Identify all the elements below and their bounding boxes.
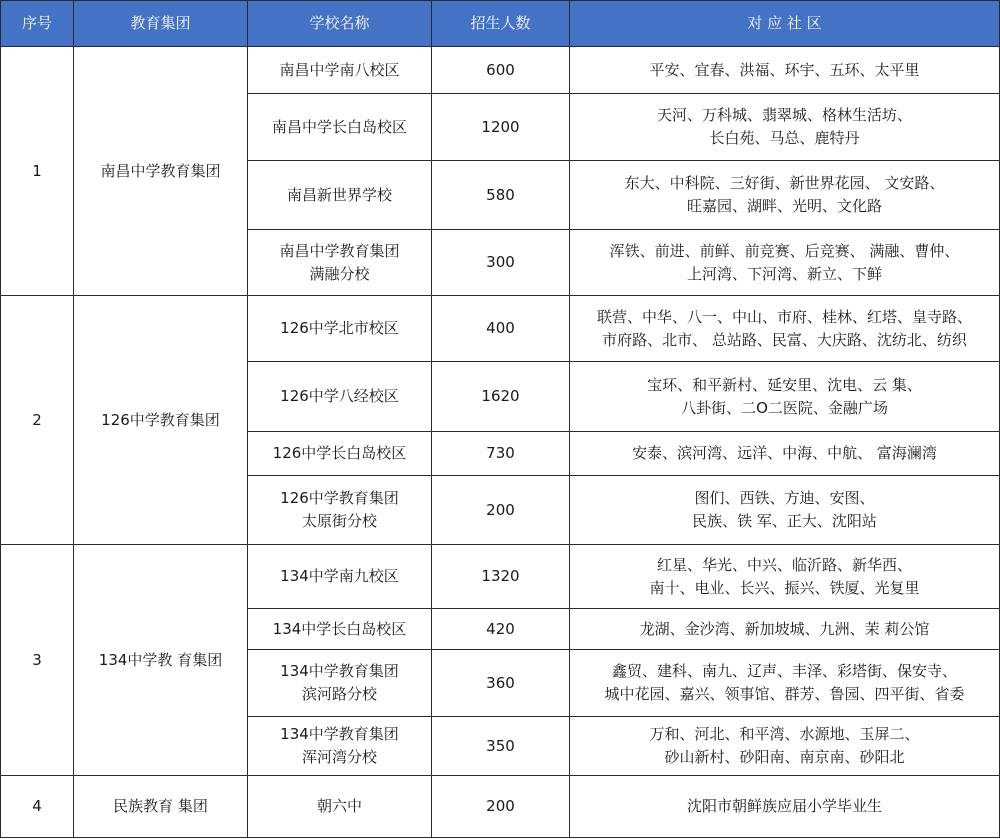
- group-name: 134中学教 育集团: [74, 545, 248, 776]
- enroll-count: 600: [432, 47, 570, 94]
- enroll-count: 420: [432, 609, 570, 650]
- header-communities: 对 应 社 区: [570, 1, 1000, 47]
- communities: 安泰、滨河湾、远洋、中海、中航、 富海澜湾: [570, 432, 1000, 476]
- group-index: 2: [1, 296, 74, 545]
- enroll-count: 1320: [432, 545, 570, 609]
- enroll-count: 300: [432, 230, 570, 296]
- group-index: 1: [1, 47, 74, 296]
- group-index: 3: [1, 545, 74, 776]
- table-row: [1, 296, 1000, 362]
- group-name: 南昌中学教育集团: [74, 47, 248, 296]
- table-body: [1, 47, 1000, 838]
- school-name: 126中学长白岛校区: [248, 432, 432, 476]
- enroll-count: 580: [432, 161, 570, 230]
- communities: 龙湖、金沙湾、新加坡城、九洲、茉 莉公馆: [570, 609, 1000, 650]
- communities: 红星、华光、中兴、临沂路、新华西、 南十、电业、长兴、振兴、铁厦、光复里: [570, 545, 1000, 609]
- header-row: [1, 1, 1000, 47]
- school-name: 134中学长白岛校区: [248, 609, 432, 650]
- communities: 浑铁、前进、前鲜、前竞赛、后竞赛、 满融、曹仲、 上河湾、下河湾、新立、下鲜: [570, 230, 1000, 296]
- group-name: 126中学教育集团: [74, 296, 248, 545]
- table-row: [1, 47, 1000, 94]
- enroll-count: 360: [432, 650, 570, 717]
- group-index: 4: [1, 776, 74, 838]
- enroll-count: 730: [432, 432, 570, 476]
- school-name: 南昌中学教育集团 满融分校: [248, 230, 432, 296]
- enroll-count: 1200: [432, 94, 570, 161]
- enroll-count: 350: [432, 717, 570, 776]
- communities: 宝环、和平新村、延安里、沈电、云 集、 八卦街、二O二医院、金融广场: [570, 362, 1000, 432]
- header-count: 招生人数: [432, 1, 570, 47]
- communities: 东大、中科院、三好街、新世界花园、 文安路、 旺嘉园、湖畔、光明、文化路: [570, 161, 1000, 230]
- header-index: 序号: [1, 1, 74, 47]
- group-name: 民族教育 集团: [74, 776, 248, 838]
- school-name: 134中学教育集团 滨河路分校: [248, 650, 432, 717]
- communities: 图们、西铁、方迪、安图、 民族、铁 军、正大、沈阳站: [570, 476, 1000, 545]
- school-name: 南昌新世界学校: [248, 161, 432, 230]
- table-row: [1, 776, 1000, 838]
- school-name: 134中学南九校区: [248, 545, 432, 609]
- communities: 天河、万科城、翡翠城、格林生活坊、 长白苑、马总、鹿特丹: [570, 94, 1000, 161]
- enroll-count: 400: [432, 296, 570, 362]
- communities: 联营、中华、八一、中山、市府、桂林、红塔、皇寺路、 市府路、北市、 总站路、民富、大庆路、沈纺北、纺织: [570, 296, 1000, 362]
- communities: 万和、河北、和平湾、水源地、玉屏二、 砂山新村、砂阳南、南京南、砂阳北: [570, 717, 1000, 776]
- communities: 沈阳市朝鲜族应届小学毕业生: [570, 776, 1000, 838]
- enroll-count: 200: [432, 476, 570, 545]
- school-name: 朝六中: [248, 776, 432, 838]
- header-school: 学校名称: [248, 1, 432, 47]
- school-name: 126中学北市校区: [248, 296, 432, 362]
- school-name: 南昌中学南八校区: [248, 47, 432, 94]
- communities: 鑫贸、建科、南九、辽声、丰泽、彩塔街、保安寺、 城中花园、嘉兴、领事馆、群芳、鲁园、四平街、省委: [570, 650, 1000, 717]
- school-name: 126中学八经校区: [248, 362, 432, 432]
- school-name: 134中学教育集团 浑河湾分校: [248, 717, 432, 776]
- communities: 平安、宜春、洪福、环宇、五环、太平里: [570, 47, 1000, 94]
- table-header: [1, 1, 1000, 47]
- enroll-count: 1620: [432, 362, 570, 432]
- school-name: 南昌中学长白岛校区: [248, 94, 432, 161]
- enroll-count: 200: [432, 776, 570, 838]
- header-group: 教育集团: [74, 1, 248, 47]
- school-name: 126中学教育集团 太原街分校: [248, 476, 432, 545]
- table-row: [1, 545, 1000, 609]
